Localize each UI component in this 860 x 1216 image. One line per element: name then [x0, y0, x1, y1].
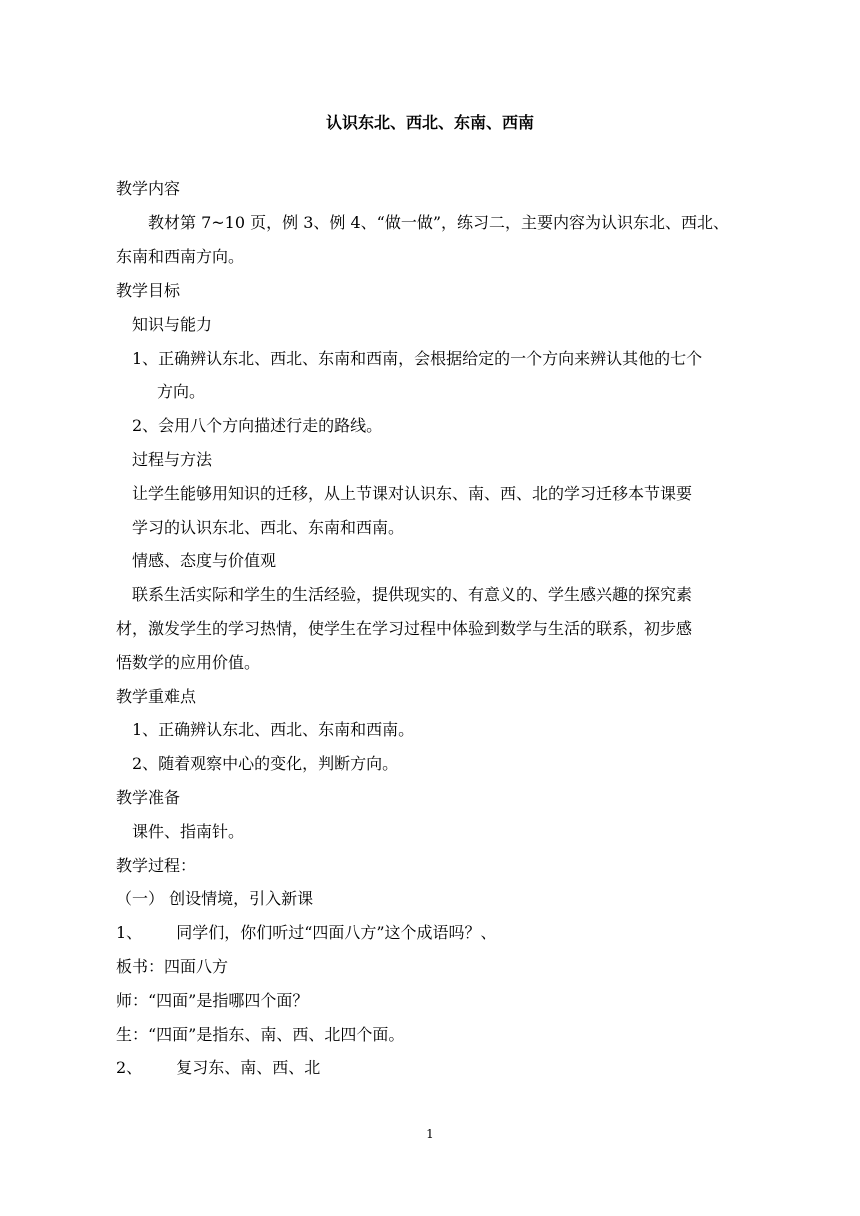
- paragraph-line: 学习的认识东北、西北、东南和西南。: [132, 518, 405, 537]
- item-number: 2、: [116, 1058, 143, 1077]
- paragraph-line: 板书：四面八方: [116, 957, 229, 976]
- paragraph-line: 联系生活实际和学生的生活经验，提供现实的、有意义的、学生感兴趣的探究素: [132, 585, 693, 604]
- paragraph-line: 材，激发学生的学习热情，使学生在学习过程中体验到数学与生活的联系，初步感: [116, 619, 693, 638]
- document-title: 认识东北、西北、东南、西南: [325, 113, 534, 132]
- page-number: 1: [426, 1127, 434, 1141]
- section-heading-goals: 教学目标: [116, 281, 181, 300]
- list-item: 1、正确辨认东北、西北、东南和西南。: [132, 720, 415, 739]
- section-heading-procedure: 教学过程：: [116, 856, 197, 875]
- list-item: 2、随着观察中心的变化，判断方向。: [132, 754, 399, 773]
- item-text: 同学们，你们听过“四面八方”这个成语吗？、: [176, 923, 497, 942]
- subheading-process: 过程与方法: [132, 450, 213, 469]
- step-heading: （一） 创设情境，引入新课: [116, 889, 314, 908]
- numbered-line: [116, 1057, 320, 1079]
- section-heading-key-points: 教学重难点: [116, 687, 197, 706]
- section-heading-preparation: 教学准备: [116, 788, 181, 807]
- paragraph-line: 悟数学的应用价值。: [116, 653, 261, 672]
- subheading-emotion: 情感、态度与价值观: [132, 551, 277, 570]
- list-item: 2、会用八个方向描述行走的路线。: [132, 416, 383, 435]
- list-item: 1、正确辨认东北、西北、东南和西南，会根据给定的一个方向来辨认其他的七个: [132, 349, 703, 368]
- dialogue-line: 师：“四面”是指哪四个面？: [116, 991, 309, 1010]
- item-number: 1、: [116, 923, 143, 942]
- dialogue-line: 生：“四面”是指东、南、西、北四个面。: [116, 1025, 405, 1044]
- numbered-line: [116, 922, 497, 944]
- section-heading-content: 教学内容: [116, 179, 181, 198]
- paragraph-line: 教材第 7~10 页，例 3、例 4、“做一做”，练习二，主要内容为认识东北、西北、: [148, 213, 730, 232]
- paragraph-line: 让学生能够用知识的迁移，从上节课对认识东、南、西、北的学习迁移本节课要: [132, 484, 693, 503]
- subheading-knowledge: 知识与能力: [132, 315, 213, 334]
- item-text: 复习东、南、西、北: [176, 1058, 321, 1077]
- paragraph-line: 东南和西南方向。: [116, 247, 245, 266]
- list-item-continuation: 方向。: [157, 382, 206, 401]
- paragraph-line: 课件、指南针。: [132, 822, 245, 841]
